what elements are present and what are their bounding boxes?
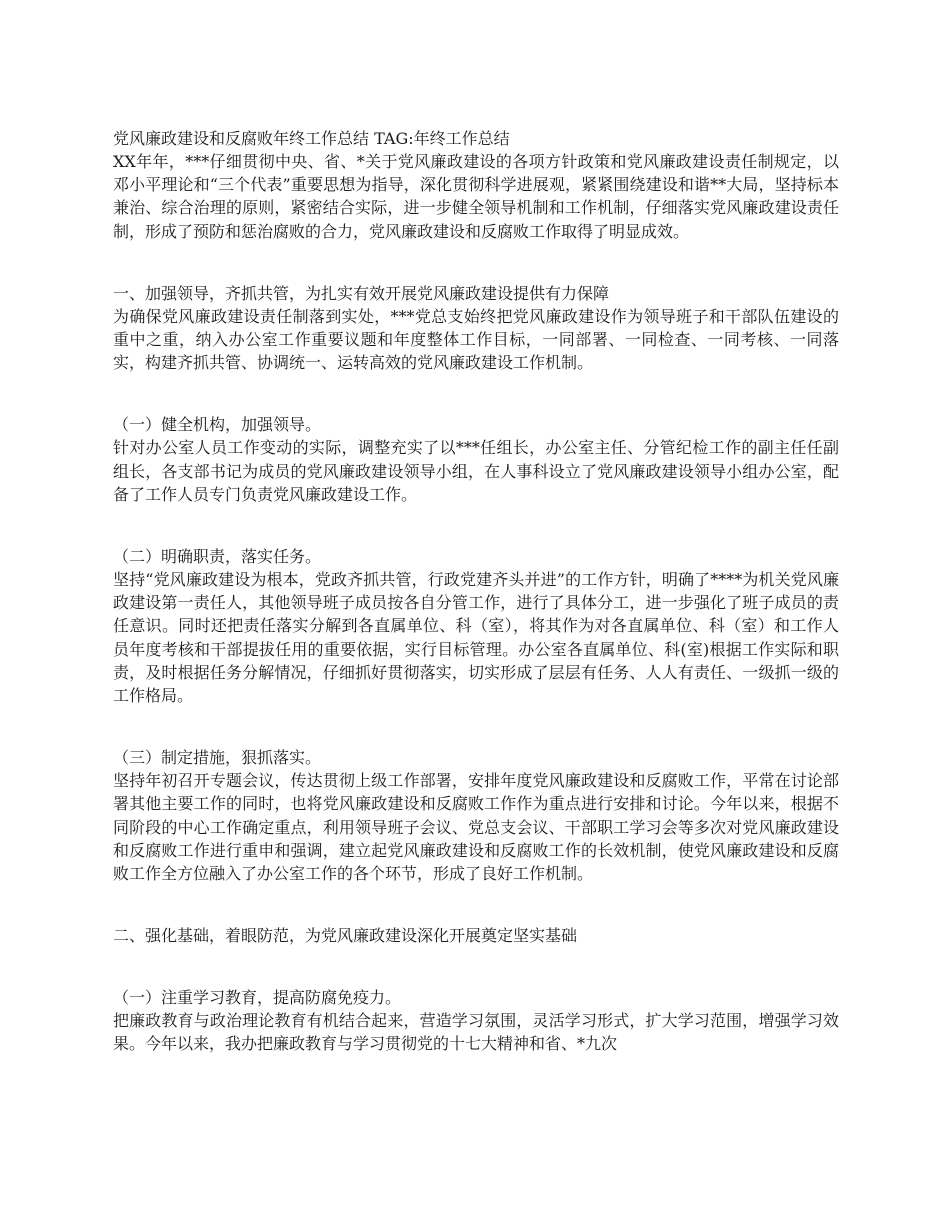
section-1-sub-3-heading: （三）制定措施，狠抓落实。 [113,748,322,768]
section-2-heading: 二、强化基础，着眼防范，为党风廉政建设深化开展奠定坚实基础 [113,926,578,946]
section-1-sub-1 [113,414,839,506]
section-1-sub-1-heading: （一）健全机构，加强领导。 [113,415,322,435]
section-1 [113,283,839,375]
section-2-sub-1 [113,987,839,1055]
document-content [113,128,839,1056]
section-2-sub-1-body: 把廉政教育与政治理论教育有机结合起来，营造学习氛围，灵活学习形式，扩大学习范围，增强学习效果。今年以来，我办把廉政教育与学习贯彻党的十七大精神和省、*九次 [113,1011,839,1054]
section-2 [113,925,839,947]
document-title: 党风廉政建设和反腐败年终工作总结 TAG:年终工作总结 [113,129,510,148]
section-1-sub-2 [113,546,839,707]
section-1-heading: 一、加强领导，齐抓共管，为扎实有效开展党风廉政建设提供有力保障 [113,283,610,303]
section-1-sub-3-body: 坚持年初召开专题会议，传达贯彻上级工作部署，安排年度党风廉政建设和反腐败工作，平常在讨论部署其他主要工作的同时，也将党风廉政建设和反腐败工作作为重点进行安排和讨论。今年以来，根据不同阶段的中心工作确定重点，利用领导班子会议、党总支会议、干部职工学习会等多次对党风廉政建设和反腐败工作进行重申和强调，建立起党风廉政建设和反腐败工作的长效机制，使党风廉政建设和反腐败工作全方位融入了办公室工作的各个环节，形成了良好工作机制。 [113,771,839,884]
section-1-sub-3 [113,747,839,885]
section-1-sub-2-body: 坚持“党风廉政建设为根本，党政齐抓共管，行政党建齐头并进”的工作方针，明确了****为机关党风廉政建设第一责任人，其他领导班子成员按各自分管工作，进行了具体分工，进一步强化了班子成员的责任意识。同时还把责任落实分解到各直属单位、科（室），将其作为对各直属单位、科（室）和工作人员年度考核和干部提拔任用的重要依据，实行目标管理。办公室各直属单位、科(室)根据工作实际和职责，及时根据任务分解情况，仔细抓好贯彻落实，切实形成了层层有任务、人人有责任、一级抓一级的工作格局。 [113,570,839,706]
section-1-sub-1-body: 针对办公室人员工作变动的实际，调整充实了以***任组长，办公室主任、分管纪检工作的副主任任副组长，各支部书记为成员的党风廉政建设领导小组，在人事科设立了党风廉政建设领导小组办公室，配备了工作人员专门负责党风廉政建设工作。 [113,438,839,504]
intro-paragraph: XX年年，***仔细贯彻中央、省、*关于党风廉政建设的各项方针政策和党风廉政建设责任制规定，以邓小平理论和“三个代表”重要思想为指导，深化贯彻科学进展观，紧紧围绕建设和谐**大局，坚持标本兼治、综合治理的原则，紧密结合实际，进一步健全领导机制和工作机制，仔细落实党风廉政建设责任制，形成了预防和惩治腐败的合力，党风廉政建设和反腐败工作取得了明显成效。 [113,152,839,241]
section-2-sub-1-heading: （一）注重学习教育，提高防腐免疫力。 [113,988,402,1008]
section-1-sub-2-heading: （二）明确职责，落实任务。 [113,547,322,567]
section-1-body: 为确保党风廉政建设责任制落到实处，***党总支始终把党风廉政建设作为领导班子和干部队伍建设的重中之重，纳入办公室工作重要议题和年度整体工作目标，一同部署、一同检查、一同考核、一同落实，构建齐抓共管、协调统一、运转高效的党风廉政建设工作机制。 [113,306,839,373]
